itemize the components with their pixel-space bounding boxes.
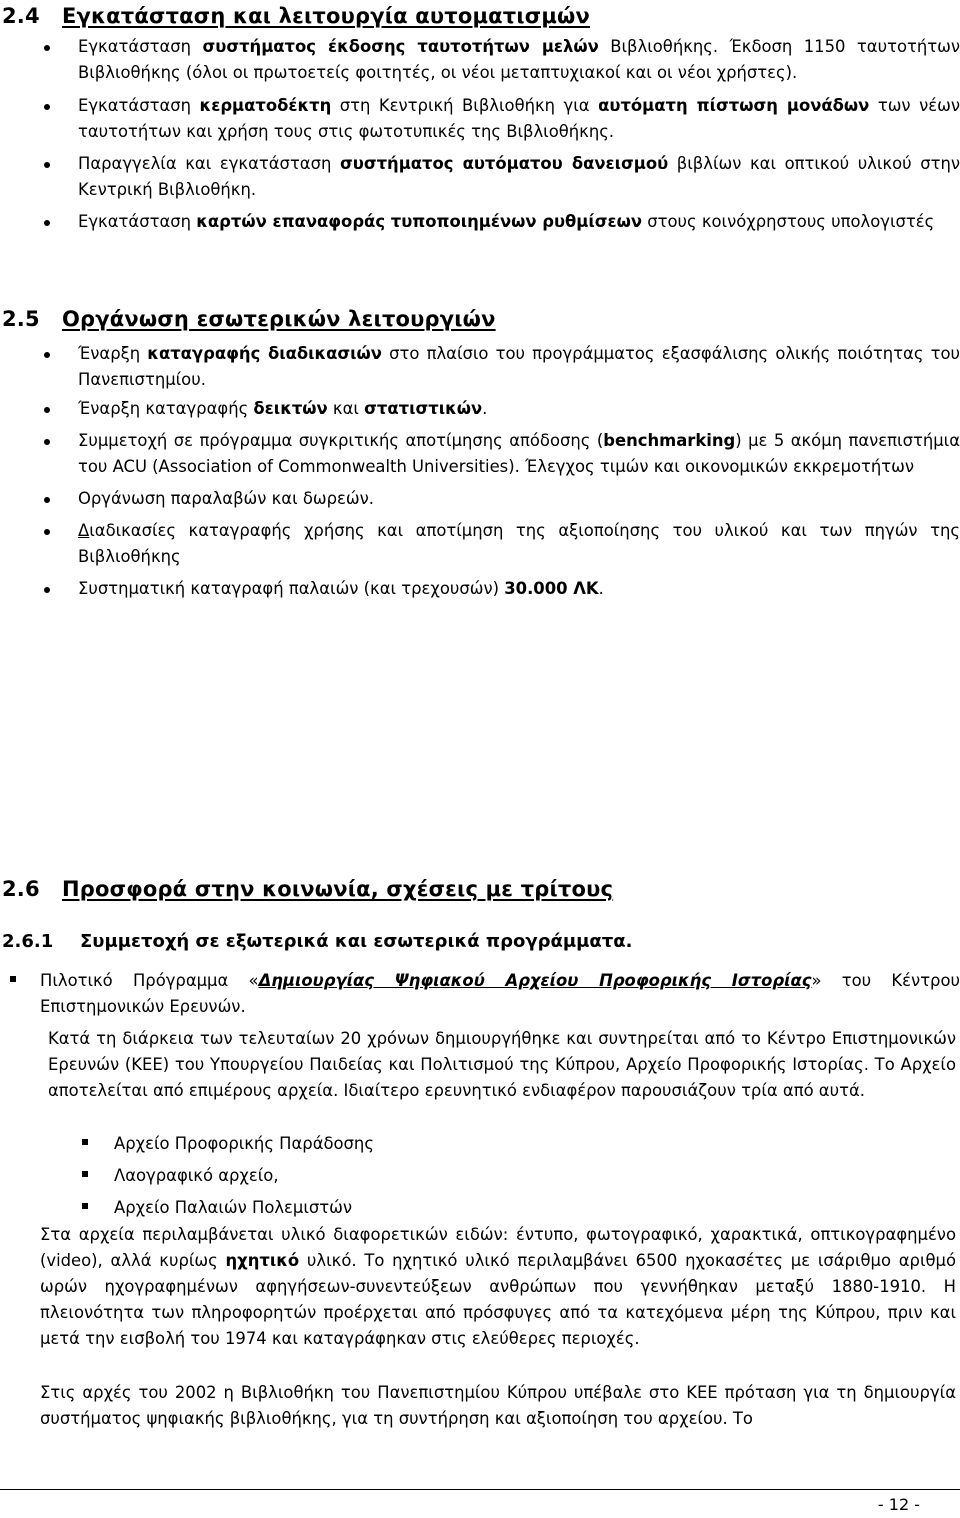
bullet-icon	[44, 587, 50, 593]
subsection-heading-2-6-1	[2, 930, 632, 954]
proposal-paragraph: Στις αρχές του 2002 η Βιβλιοθήκη του Πανεπιστημίου Κύπρου υπέβαλε στο ΚΕΕ πρόταση για τη δημιουργία συστήματος ψηφιακής βιβλιοθήκης, για τη συντήρηση και αξιοποίηση του αρχείου. Το	[40, 1383, 956, 1428]
bullet-icon	[44, 162, 50, 168]
intro-paragraph: Κατά τη διάρκεια των τελευταίων 20 χρόνων δημιουργήθηκε και συντηρείται από το Κέντρο Επιστημονικών Ερευνών (ΚΕΕ) του Υπουργείου Παιδείας και Πολιτισμού της Κύπρου, Αρχείο Προφορικής Ιστορίας. Το Αρχείο αποτελείται από επιμέρους αρχεία. Ιδιαίτερο ερευνητικό ενδιαφέρον παρουσιάζουν τρία από αυτά.	[48, 1029, 956, 1100]
list-item: Συστηματική καταγραφή παλαιών (και τρεχουσών) 30.000 ΛΚ.	[0, 576, 960, 602]
section-title: Προσφορά στην κοινωνία, σχέσεις με τρίτους	[62, 877, 614, 901]
bullet-icon	[44, 529, 50, 535]
footer-divider	[0, 1489, 960, 1490]
subsection-title: Συμμετοχή σε εξωτερικά και εσωτερικά προγράμματα.	[80, 931, 633, 952]
square-bullet-icon	[82, 1171, 88, 1177]
section-title: Οργάνωση εσωτερικών λειτουργιών	[62, 307, 496, 331]
square-bullet-icon	[82, 1139, 88, 1145]
list-item: Εγκατάσταση συστήματος έκδοσης ταυτοτήτων μελών Βιβλιοθήκης. Έκδοση 1150 ταυτοτήτων Βιβλιοθήκης (όλοι οι πρωτοετείς φοιτητές, οι νέοι μεταπτυχιακοί και οι νέοι χρήστες).	[0, 34, 960, 86]
list-item: Συμμετοχή σε πρόγραμμα συγκριτικής αποτίμησης απόδοσης (benchmarking) με 5 ακόμη πανεπιστήμια του ACU (Association of Commonwealth Universities). Έλεγχος τιμών και οικονομικών εκκρεμοτήτων	[0, 428, 960, 480]
list-item: Αρχείο Παλαιών Πολεμιστών	[0, 1195, 960, 1227]
square-bullet-icon	[82, 1203, 88, 1209]
bullet-icon	[44, 497, 50, 503]
bullet-icon	[44, 407, 50, 413]
section-heading-2-4	[2, 3, 590, 29]
bullet-icon	[44, 104, 50, 110]
archives-paragraph: Στα αρχεία περιλαμβάνεται υλικό διαφορετικών ειδών: έντυπο, φωτογραφικό, χαρακτικά, οπτικογραφημένο (video), αλλά κυρίως ηχητικό υλικό. Το ηχητικό υλικό περιλαμβάνει 6500 ηχοκασέτες με ισάριθμο αριθμό ωρών ηχογραφημένων αφηγήσεων-συνεντεύξεων ανθρώπων που γεννήθηκαν μεταξύ 1880-1910. Η πλειονότητα των πληροφορητών προέρχεται από πρόσφυγες από τα κατεχόμενα μέρη της Κύπρου, πριν και μετά την εισβολή του 1974 και καταγράφηκαν στις ελεύθερες περιοχές.	[40, 1225, 956, 1348]
page-number: - 12 -	[877, 1495, 920, 1514]
pilot-program-item: Πιλοτικό Πρόγραμμα «Δημιουργίας Ψηφιακού Αρχείου Προφορικής Ιστορίας» του Κέντρου Επιστημονικών Ερευνών.	[0, 968, 960, 1020]
list-item: Λαογραφικό αρχείο,	[0, 1163, 960, 1195]
bullet-icon	[44, 352, 50, 358]
list-item: Εγκατάσταση κερματοδέκτη στη Κεντρική Βιβλιοθήκη για αυτόματη πίστωση μονάδων των νέων ταυτοτήτων και χρήση τους στις φωτοτυπικές της Βιβλιοθήκης.	[0, 93, 960, 145]
subsection-number: 2.6.1	[2, 931, 54, 952]
list-item: Παραγγελία και εγκατάσταση συστήματος αυτόματου δανεισμού βιβλίων και οπτικού υλικού στην Κεντρική Βιβλιοθήκη.	[0, 151, 960, 203]
bullet-icon	[44, 45, 50, 51]
bullet-icon	[44, 220, 50, 226]
list-item: Οργάνωση παραλαβών και δωρεών.	[0, 486, 960, 512]
section-number: 2.6	[2, 877, 40, 901]
list-2-5	[0, 341, 960, 602]
list-item: Διαδικασίες καταγραφής χρήσης και αποτίμηση της αξιοποίησης του υλικού και των πηγών της Βιβλιοθήκης	[0, 518, 960, 570]
list-item: Έναρξη καταγραφής δεικτών και στατιστικών.	[0, 396, 960, 422]
section-number: 2.5	[2, 307, 40, 331]
section-title: Εγκατάσταση και λειτουργία αυτοματισμών	[62, 4, 590, 28]
section-number: 2.4	[2, 4, 40, 28]
list-item: Έναρξη καταγραφής διαδικασιών στο πλαίσιο του προγράμματος εξασφάλισης ολικής ποιότητας του Πανεπιστημίου.	[0, 341, 960, 393]
square-bullet-icon	[10, 976, 16, 982]
section-heading-2-5	[2, 306, 496, 332]
list-item: Αρχείο Προφορικής Παράδοσης	[0, 1131, 960, 1163]
list-2-4	[0, 34, 960, 235]
bullet-icon	[44, 439, 50, 445]
section-heading-2-6	[2, 876, 613, 902]
list-item: Εγκατάσταση καρτών επαναφοράς τυποποιημένων ρυθμίσεων στους κοινόχρηστους υπολογιστές	[0, 209, 960, 235]
archives-list	[0, 1131, 960, 1227]
